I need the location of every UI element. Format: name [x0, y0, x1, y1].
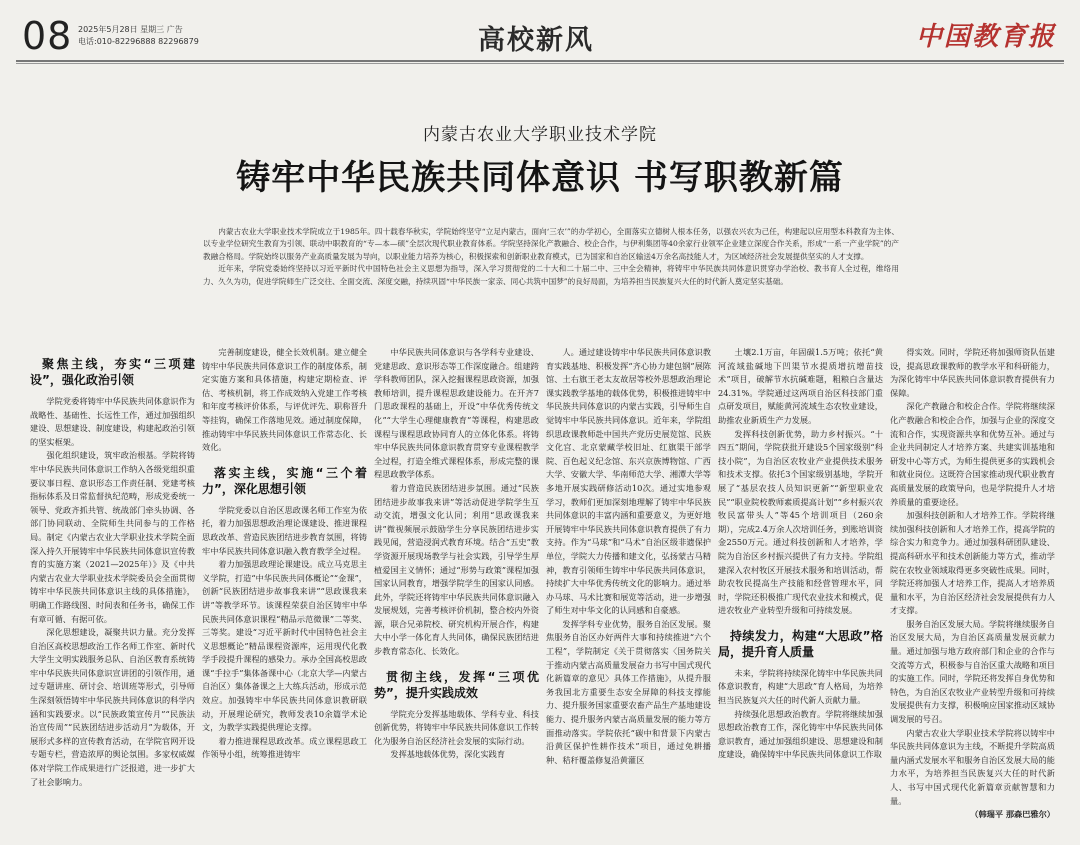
intro-paragraph: 内蒙古农业大学职业技术学院成立于1985年。四十载春华秋实，学院始终坚守“立足内蒙古，面向‘三农’”的办学初心，全面落实立德树人根本任务，以强农兴农为己任，构建起以应用型本科教育为主体、以专业学位研究生教育为引领、联动中职教育的“专—本—硕”全层次现代职业教育体系。学院坚持深化产教融合、校企合作，与伊利集团等40余家行业领军企业建立深度合作关系，形成“一系一产业学院”的产教融合格局。学院始终以服务产业高质量发展为导向，以职业能力培养为核心，积极探索和创新职业教育模式，已为国家和自治区输送4万余名高技能人才，为区域经济社会发展提供坚实的人才支撑。 — [203, 227, 899, 261]
body-paragraph: 服务自治区发展大局。学院将继续服务自治区发展大局，为自治区高质量发展贡献力量。通过加强与地方政府部门和企业的合作与交流等方式，积极参与自治区重大战略和项目的实施工作。同时，学院还将发挥自身优势和特色，为自治区农牧业产业转型升级和可持续发展提供有力支撑，积极响应国家推动区域协调发展的号召。 — [890, 618, 1055, 725]
page-number: 08 — [22, 14, 73, 58]
body-paragraph: 学院党委将铸牢中华民族共同体意识作为战略性、基础性、长远性工作，通过加强组织建设、思想建设、制度建设，构建起政治引领的坚实框架。 — [30, 396, 195, 447]
section-title: 高校新风 — [478, 25, 594, 56]
section-heading: 贯彻主线，发挥“三项优势”，提升实践成效 — [374, 669, 539, 700]
header-rule — [16, 60, 1064, 62]
article-columns — [30, 346, 1058, 838]
article-headline: 铸牢中华民族共同体意识 书写职教新篇 — [236, 158, 844, 198]
section-heading: 落实主线，实施“三个着力”，深化思想引领 — [202, 465, 367, 496]
masthead-logo: 中国教育报 — [915, 22, 1056, 52]
body-paragraph: 学院充分发挥基地载体、学科专业、科技创新优势，将铸牢中华民族共同体意识工作转化为服务自治区经济社会发展的实际行动。 — [374, 708, 539, 746]
section-heading: 持续发力，构建“大思政”格局，提升育人质量 — [718, 628, 883, 659]
text-column — [718, 346, 883, 838]
body-paragraph: 着力营造民族团结进步氛围。通过“民族团结进步故事我来讲”等活动促进学院学生互动交流，增强文化认同；利用“思政课我来讲”微视频展示鼓励学生分享民族团结进步实践见闻，营造浸润式教育环境。结合“五史”教学资源开展现场教学与社会实践，引导学生厚植爱国主义情怀；通过“形势与政策”课程加强国家认同教育，增强学院学生的国家认同感。此外，学院还将铸牢中华民族共同体意识融入发展规划，完善考核评价机制，整合校内外资源，联合兄弟院校、研究机构开展合作，构建大中小学一体化育人共同体，确保民族团结进步教育常态化、长效化。 — [374, 482, 539, 657]
body-paragraph: 完善制度建设，健全长效机制。建立健全铸牢中华民族共同体意识工作的制度体系，制定实施方案和具体措施，构建定期检查、评估、考核机制，将工作成效纳入党建工作考核和年度考核评价体系，与评优评先、职称晋升等挂钩，确保工作落地见效。通过制度保障，推动铸牢中华民族共同体意识工作常态化、长效化。 — [202, 347, 367, 453]
body-paragraph: 学院党委以自治区思政课名师工作室为依托，着力加强思想政治理论课建设、推进课程思政改革、营造民族团结进步教育氛围，将铸牢中华民族共同体意识融入教育教学全过程。 — [202, 504, 367, 556]
body-paragraph: 着力推进课程思政改革。成立课程思政工作领导小组，统筹推进铸牢 — [202, 735, 367, 760]
header-rule-thin — [16, 63, 1064, 64]
body-paragraph: 得实效。同时，学院还将加强师资队伍建设，提高思政课教师的教学水平和科研能力，为深化铸牢中华民族共同体意识教育提供有力保障。 — [890, 347, 1055, 398]
article-intro — [203, 226, 899, 288]
text-column — [202, 346, 367, 838]
body-paragraph: 人。通过建设铸牢中华民族共同体意识教育实践基地、积极发挥“齐心协力建包钢”展陈馆、土右旗王老太友故居等校外思想政治理论课实践教学基地的载体优势，积极推进铸牢中华民族共同体意识的内蒙古实践，引导师生自觉铸牢中华民族共同体意识。近年来，学院组织思政课教师赴中国共产党历史展览馆、民族文化宫、北京蒙藏学校旧址、红旗渠干部学院、百色起义纪念馆、东兴京族博物馆、广西大学、安徽大学、华南师范大学、湘潭大学等多地开展实践研修活动10次。通过实地参观学习，教师们更加深刻地理解了铸牢中华民族共同体意识的丰富内涵和重要意义，为更好地开展铸牢中华民族共同体意识教育提供了有力支持。作为“马球”和“马术”自治区级非遗保护单位，学院大力传播和建文化，弘扬蒙古马精神，教育引领师生铸牢中华民族共同体意识，持续扩大中华优秀传统文化的影响力。通过举办马球、马术比赛和展览等活动，进一步增强了师生对中华文化的认同感和自豪感。 — [546, 347, 711, 616]
header-meta — [78, 24, 199, 48]
text-column — [374, 346, 539, 838]
body-paragraph: 内蒙古农业大学职业技术学院将以铸牢中华民族共同体意识为主线，不断提升学院高质量内涵式发展水平和服务自治区发展大局的能力水平，为培养担当民族复兴大任的时代新人、书写中国式现代化新篇章贡献智慧和力量。 — [890, 727, 1055, 806]
body-paragraph: 中华民族共同体意识与各学科专业建设、党建思政、意识形态等工作深度融合。组建跨学科教师团队，深入挖掘课程思政资源，加强教师培训，提升课程思政建设能力。在开齐7门思政课程的基础上，开设“中华优秀传统文化”“大学生心理健康教育”等课程，构建思政课程与课程思政协同育人的立体化体系。将铸牢中华民族共同体意识教育贯穿专业课程教学全过程，打造全维式课程体系，形成完整的课程思政教学体系。 — [374, 347, 539, 480]
section-heading: 聚焦主线，夯实“三项建设”，强化政治引领 — [30, 357, 195, 387]
body-paragraph: 着力加强思政理论课建设。成立马克思主义学院，打造“中华民族共同体概论”“金课”，创新“民族团结进步故事我来讲”“思政课我来讲”等教学环节。该课程荣获自治区铸牢中华民族共同体意识课程“精品示范微课”二等奖、三等奖。建设“习近平新时代中国特色社会主义思想概论”精品课程资源库，运用现代化教学手段提升课程的感染力。承办全国高校思政课“手拉手”集体备课中心（北京大学—内蒙古自治区）集体备课之上大练兵活动，形成示范效应。加强铸牢中华民族共同体意识教研联动，开展理论研究，教师发表10余篇学术论文，为教学实践提供理论支撑。 — [202, 559, 367, 733]
body-paragraph: 土壤2.1万亩，年固碳1.5万吨；依托“黄河流域盐碱地下凹渠节水提质增抗增苗技术”项目，破解节水抗碱难题，粗粮白含量达24.31%。学院通过这两项自治区科技部门重点研发项目，赋能黄河流域生态农牧业建设，助推农业新质生产力发展。 — [718, 347, 883, 425]
body-paragraph: 深化思想建设，凝聚共识力量。充分发挥自治区高校思想政治工作名师工作室、新时代大学生文明实践服务总队、自治区教育系统铸牢中华民族共同体意识宣讲团的引领作用，通过专题讲座、研讨会、培训班等形式，引导师生深刻领悟铸牢中华民族共同体意识的科学内涵和实践要求。以“民族政策宣传月”“民族法治宣传周”“民族团结进步活动月”为载体，开展形式多样的宣传教育活动，在学院官网开设专题专栏，营造浓厚的舆论氛围。多家权威媒体对学院工作成果进行广泛报道，进一步扩大了社会影响力。 — [30, 627, 195, 787]
body-paragraph: 未来，学院将持续深化铸牢中华民族共同体意识教育，构建“大思政”育人格局，为培养担当民族复兴大任的时代新人贡献力量。 — [718, 667, 883, 706]
body-paragraph: 深化产教融合和校企合作。学院将继续深化产教融合和校企合作，加强与企业的深度交流和合作，实现资源共享和优势互补。通过与企业共同制定人才培养方案、共建实训基地和研发中心等方式，为师生提供更多的实践机会和就业岗位。这既符合国家推动现代职业教育高质量发展的政策导向，也是学院提升人才培养质量的重要途径。 — [890, 401, 1055, 507]
body-paragraph: 发挥科技创新优势，助力乡村振兴。“十四五”期间，学院获批开建设5个国家级别“科技小院”，为自治区农牧业产业提供技术服务和技术支撑。依托3个国家级别基地，学院开展了“基层农技人员知识更新”“新型职业农民”“职业院校教师素质提高计划”“乡村振兴农牧民富带头人”等45个培训项目（260余期），完成2.4万余人次培训任务，到账培训资金2550万元。通过科技创新和人才培养，学院为自治区乡村振兴提供了有力支持。学院组建深入农村牧区开展技术服务和培训活动，帮助农牧民提高生产技能和经营管理水平，同时，学院还积极推广现代农业技术和模式，促进农牧业产业转型升级和可持续发展。 — [718, 428, 883, 616]
body-paragraph: 强化组织建设，筑牢政治根基。学院将铸牢中华民族共同体意识工作纳入各级党组织重要议事日程、意识形态工作责任制、党建考核指标体系及日常监督执纪范畴，形成党委统一领导、党政齐抓共管、统战部门牵头协调、各部门协同联动、全院师生共同参与的工作格局。制定《内蒙古农业大学职业技术学院全面深入持久开展铸牢中华民族共同体意识宣传教育的实施方案（2021—2025年）》及《中共内蒙古农业大学职业技术学院委员会全面贯彻铸牢中华民族共同体意识主线的具体措施》，明确工作路线图、时间表和任务书，确保工作有章可循、有据可依。 — [30, 450, 195, 624]
body-paragraph: 持续强化思想政治教育。学院将继续加强思想政治教育工作，深化铸牢中华民族共同体意识教育，通过加强组织建设、思想建设和制度建设，确保铸牢中华民族共同体意识工作取 — [718, 708, 883, 760]
phone-line: 电话:010-82296888 82296879 — [78, 37, 199, 46]
body-paragraph: 发挥基地载体优势，深化实践育 — [390, 749, 506, 760]
author-byline: （韩瑞平 那森巴雅尔） — [970, 809, 1055, 820]
date-line: 2025年5月28日 星期三 广告 — [78, 25, 183, 34]
article-institution: 内蒙古农业大学职业技术学院 — [423, 125, 657, 145]
text-column — [546, 346, 711, 838]
body-paragraph: 发挥学科专业优势，服务自治区发展。聚焦服务自治区办好两件大事和持续推进“六个工程”，学院制定《关于贯彻落实〈国务院关于推动内蒙古高质量发展奋力书写中国式现代化新篇章的意见〉具体工作措施》，从提升服务我国北方重要生态安全屏障的科技支撑能力、提升服务国家重要农畜产品生产基地建设能力、提升服务内蒙古高质量发展的能力等方面推动落实。学院依托“碳中和背景下内蒙古沿黄区保护性耕作技术”项目，通过免耕播种、秸秆覆盖修复沿黄灌区 — [546, 618, 711, 765]
text-column — [890, 346, 1055, 838]
text-column — [30, 346, 195, 838]
body-paragraph: 加强科技创新和人才培养工作。学院将继续加强科技创新和人才培养工作，提高学院的综合实力和竞争力。通过加强科研团队建设、提高科研水平和技术创新能力等方式，推动学院在农牧业领域取得更多突破性成果。同时，学院还将加强人才培养工作，提高人才培养质量和水平，为自治区经济社会发展提供有力人才支撑。 — [890, 510, 1055, 616]
intro-paragraph: 近年来，学院党委始终坚持以习近平新时代中国特色社会主义思想为指导，深入学习贯彻党的二十大和二十届二中、三中全会精神，将铸牢中华民族共同体意识贯穿办学治校、教书育人全过程，维络用力、久久为功，促进学院师生广泛交往、全面交流、深度交融，持续巩固“中华民族一家亲、同心共筑中国梦”的良好局面，为培养担当民族复兴大任的时代新人奠定坚实基础。 — [203, 264, 899, 286]
